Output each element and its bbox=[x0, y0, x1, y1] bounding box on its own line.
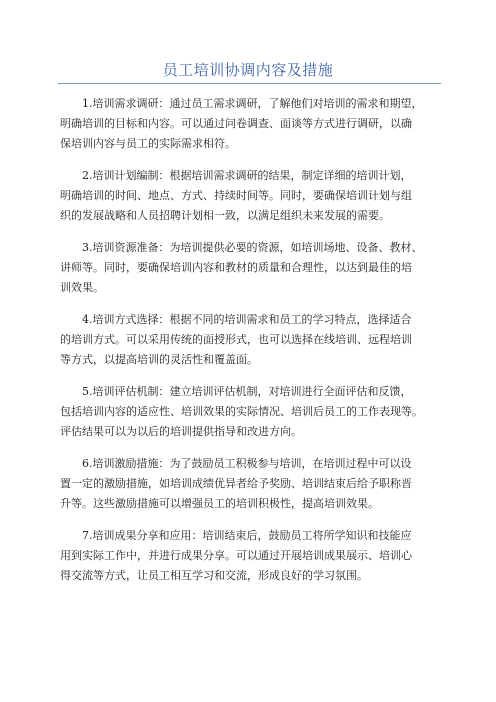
document-body bbox=[60, 94, 444, 598]
paragraph-line: 包括培训内容的适应性、培训效果的实际情况、培训后员工的工作表现等。 bbox=[60, 405, 423, 418]
paragraph-line: 置一定的激励措施，如培训成绩优异者给予奖励、培训结束后给予职称晋 bbox=[60, 477, 412, 490]
paragraph-3 bbox=[60, 238, 444, 298]
paragraph-line: 2.培训计划编制：根据培训需求调研的结果，制定详细的培训计划， bbox=[82, 169, 412, 182]
paragraph-7 bbox=[60, 526, 444, 586]
paragraph-line: 明确培训的目标和内容。可以通过问卷调查、面谈等方式进行调研，以确 bbox=[60, 117, 412, 130]
paragraph-line: 织的发展战略和人员招聘计划相一致，以满足组织未来发展的需要。 bbox=[60, 209, 390, 222]
paragraph-line: 升等。这些激励措施可以增强员工的培训积极性，提高培训效果。 bbox=[60, 497, 379, 510]
paragraph-line: 5.培训评估机制：建立培训评估机制，对培训进行全面评估和反馈， bbox=[82, 385, 412, 398]
paragraph-line: 4.培训方式选择：根据不同的培训需求和员工的学习特点，选择适合 bbox=[82, 313, 412, 326]
paragraph-line: 明确培训的时间、地点、方式、持续时间等。同时，要确保培训计划与组 bbox=[60, 189, 412, 202]
paragraph-line: 3.培训资源准备：为培训提供必要的资源，如培训场地、设备、教材、 bbox=[82, 241, 423, 254]
paragraph-4 bbox=[60, 310, 444, 370]
paragraph-line: 用到实际工作中，并进行成果分享。可以通过开展培训成果展示、培训心 bbox=[60, 549, 412, 562]
paragraph-line: 1.培训需求调研：通过员工需求调研，了解他们对培训的需求和期望， bbox=[82, 97, 423, 110]
paragraph-line: 讲师等。同时，要确保培训内容和教材的质量和合理性，以达到最佳的培 bbox=[60, 261, 412, 274]
paragraph-line: 训效果。 bbox=[60, 281, 104, 294]
paragraph-1 bbox=[60, 94, 444, 154]
paragraph-line: 的培训方式。可以采用传统的面授形式，也可以选择在线培训、远程培训 bbox=[60, 333, 412, 346]
paragraph-2 bbox=[60, 166, 444, 226]
paragraph-line: 等方式，以提高培训的灵活性和覆盖面。 bbox=[60, 353, 258, 366]
paragraph-5 bbox=[60, 382, 444, 442]
paragraph-line: 保培训内容与员工的实际需求相符。 bbox=[60, 137, 236, 150]
paragraph-line: 得交流等方式，让员工相互学习和交流，形成良好的学习氛围。 bbox=[60, 569, 368, 582]
document-title: 员工培训协调内容及措施 bbox=[162, 61, 334, 79]
paragraph-line: 6.培训激励措施：为了鼓励员工积极参与培训，在培训过程中可以设 bbox=[82, 457, 412, 470]
paragraph-line: 评估结果可以为以后的培训提供指导和改进方向。 bbox=[60, 425, 302, 438]
paragraph-6 bbox=[60, 454, 444, 514]
title-divider bbox=[58, 83, 441, 84]
paragraph-line: 7.培训成果分享和应用：培训结束后，鼓励员工将所学知识和技能应 bbox=[82, 529, 412, 542]
